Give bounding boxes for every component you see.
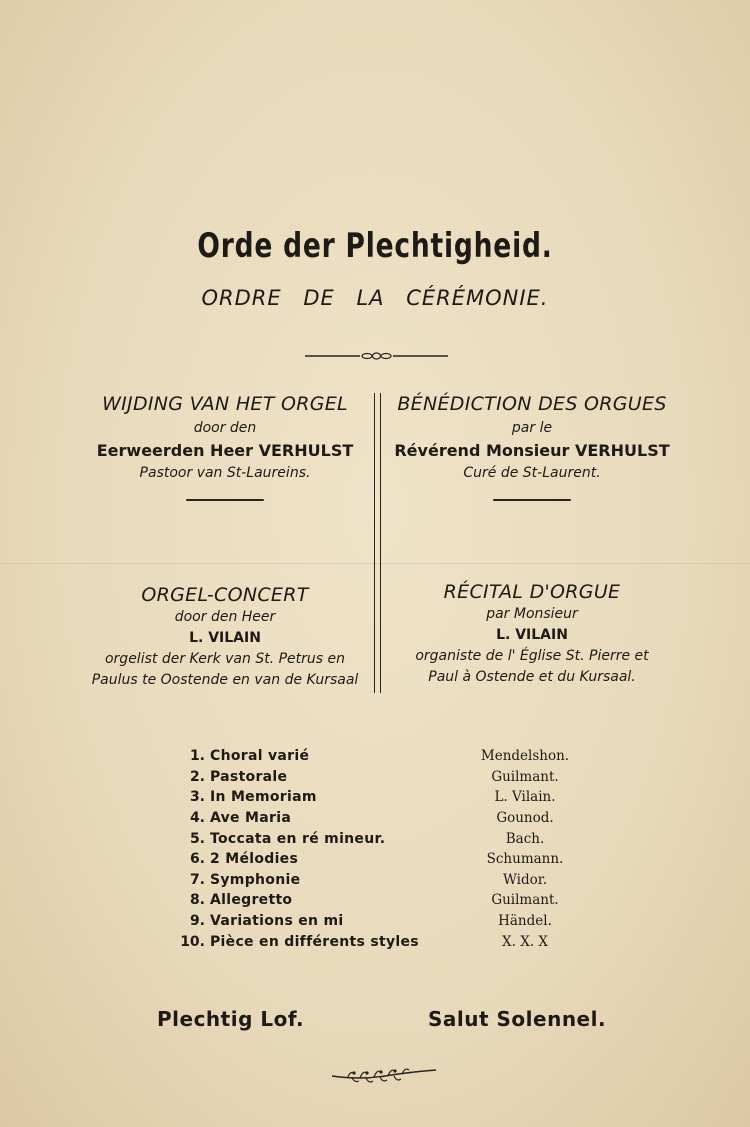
item-composer: L. Vilain.: [494, 789, 556, 806]
page-title: Orde der Plechtigheid.: [197, 226, 553, 266]
item-title: Allegretto: [210, 892, 293, 909]
blessing-fr-role: Curé de St-Laurent.: [463, 465, 601, 481]
item-title: Toccata en ré mineur.: [210, 830, 386, 847]
item-number: 2.: [189, 768, 205, 785]
list-item: [170, 849, 590, 870]
item-number: 7.: [189, 871, 205, 888]
item-title: Pastorale: [210, 768, 288, 785]
item-title: Choral varié: [210, 748, 310, 765]
concert-nl-by: door den Heer: [174, 609, 276, 625]
section-rule: [493, 499, 571, 501]
concert-fr-heading: RÉCITAL D'ORGUE: [443, 581, 621, 603]
blessing-fr: [382, 393, 682, 501]
item-composer: Händel.: [498, 913, 552, 930]
list-item: [170, 890, 590, 911]
concert-nl-heading: ORGEL-CONCERT: [141, 584, 309, 606]
item-composer: Gounod.: [496, 810, 554, 827]
item-number: 1.: [189, 748, 205, 765]
blessing-fr-name: Révérend Monsieur VERHULST: [394, 441, 670, 460]
item-number: 10.: [180, 933, 205, 950]
item-title: Pièce en différents styles: [210, 933, 419, 950]
blessing-nl-role: Pastoor van St-Laureins.: [139, 465, 311, 481]
blessing-nl: [80, 393, 370, 501]
list-item: [170, 746, 590, 767]
item-composer: Schumann.: [486, 851, 564, 868]
item-number: 3.: [189, 789, 205, 806]
item-number: 8.: [189, 892, 205, 909]
item-title: In Memoriam: [210, 789, 317, 806]
program-list: [170, 746, 590, 952]
item-title: Ave Maria: [210, 810, 292, 827]
item-number: 6.: [189, 851, 205, 868]
item-number: 9.: [189, 913, 205, 930]
item-composer: Bach.: [505, 830, 545, 847]
concert-fr-role-2: Paul à Ostende et du Kursaal.: [428, 669, 636, 685]
closing-nl: Plechtig Lof.: [157, 1007, 305, 1031]
list-item: [170, 870, 590, 891]
concert-nl: [80, 584, 370, 691]
concert-nl-role-1: orgelist der Kerk van St. Petrus en: [104, 651, 346, 667]
concert-nl-name: L. VILAIN: [189, 630, 261, 646]
item-composer: Guilmant.: [491, 892, 559, 909]
item-title: Symphonie: [210, 871, 301, 888]
list-item: [170, 767, 590, 788]
list-item: [170, 911, 590, 932]
item-composer: Mendelshon.: [480, 748, 570, 765]
column-divider: [374, 393, 381, 693]
item-composer: X. X. X: [502, 933, 548, 950]
concert-fr-by: par Monsieur: [486, 606, 578, 622]
concert-fr-name: L. VILAIN: [496, 627, 568, 643]
ornament-divider-icon: [305, 350, 448, 362]
page-subtitle: ORDRE DE LA CÉRÉMONIE.: [201, 286, 549, 310]
item-title: 2 Mélodies: [210, 851, 299, 868]
blessing-nl-heading: WIJDING VAN HET ORGEL: [102, 393, 348, 415]
concert-fr: [382, 581, 682, 688]
item-composer: Guilmant.: [491, 768, 559, 785]
list-item: [170, 808, 590, 829]
blessing-fr-heading: BÉNÉDICTION DES ORGUES: [397, 393, 667, 415]
blessing-nl-name: Eerweerden Heer VERHULST: [96, 441, 354, 460]
concert-nl-role-2: Paulus te Oostende en van de Kursaal: [91, 672, 359, 688]
blessing-nl-by: door den: [193, 420, 257, 436]
list-item: [170, 787, 590, 808]
blessing-fr-by: par le: [511, 420, 553, 436]
item-title: Variations en mi: [210, 913, 344, 930]
item-number: 4.: [189, 810, 205, 827]
floral-ornament-icon: [330, 1064, 440, 1086]
item-composer: Widor.: [503, 871, 547, 888]
closing-fr: Salut Solennel.: [428, 1007, 607, 1031]
section-rule: [186, 499, 264, 501]
concert-fr-role-1: organiste de l' Église St. Pierre et: [415, 648, 649, 664]
list-item: [170, 828, 590, 849]
list-item: [170, 931, 590, 952]
item-number: 5.: [189, 830, 205, 847]
